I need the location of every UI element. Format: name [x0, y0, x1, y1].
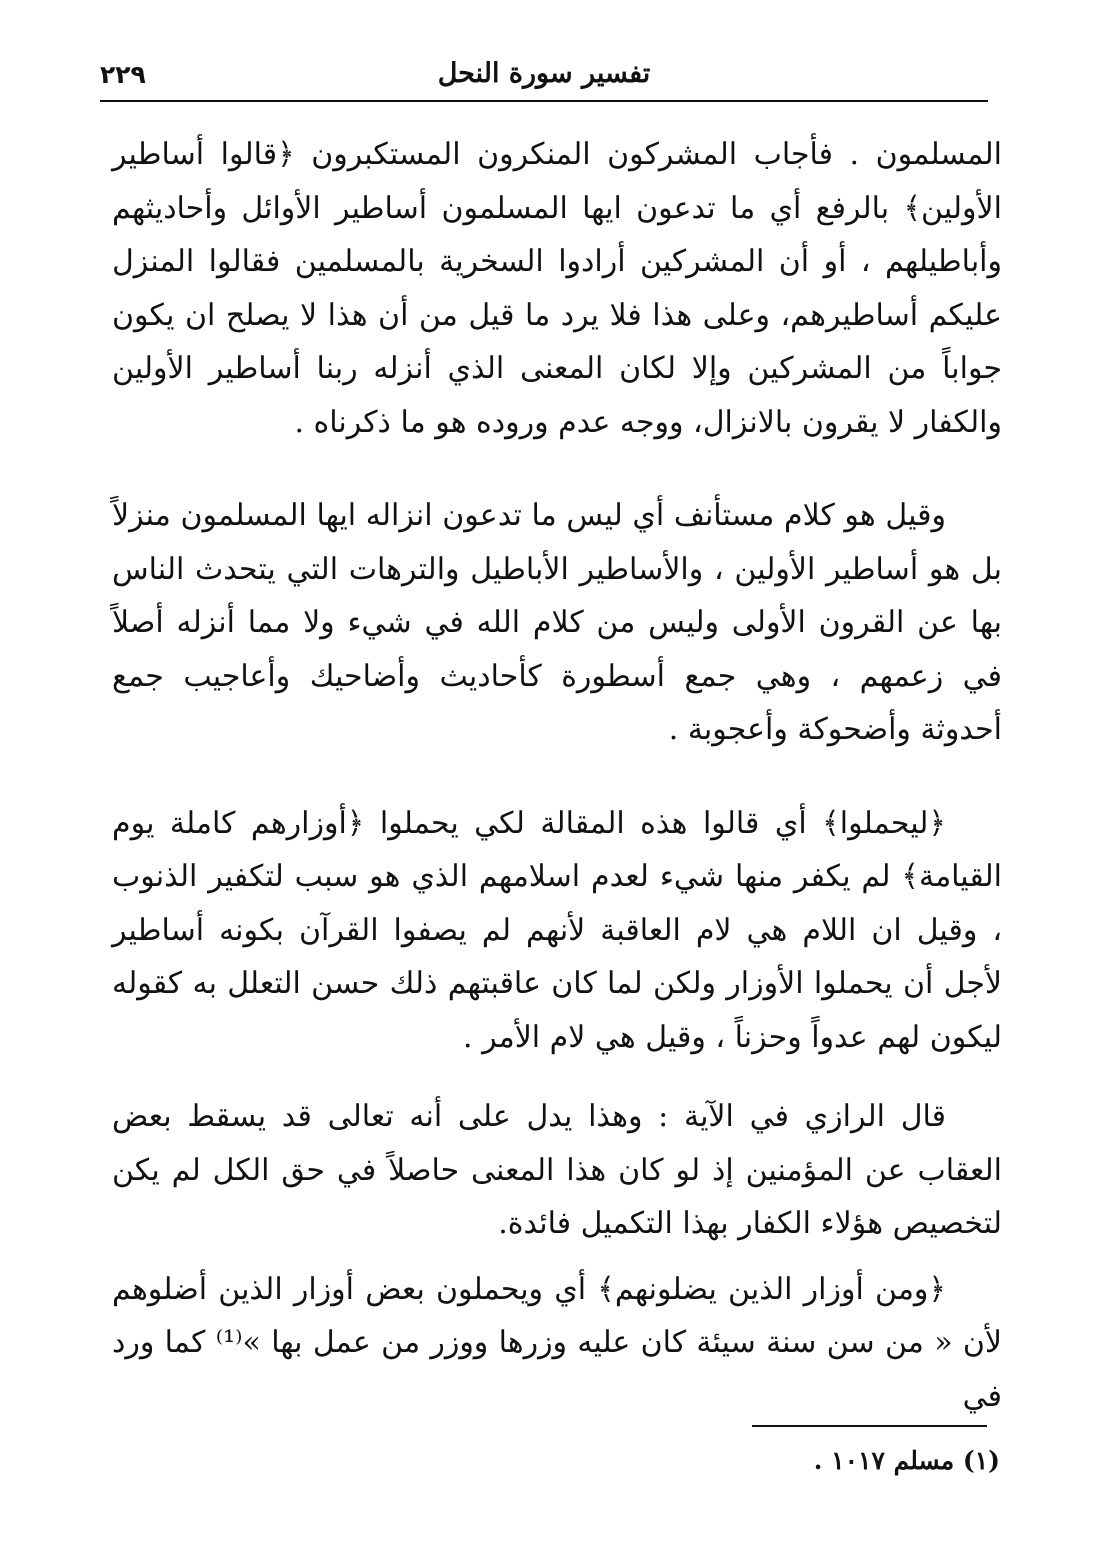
- paragraph-gap: [112, 757, 1002, 797]
- footnote-rule: [752, 1425, 987, 1427]
- footnote: (١) مسلم ١٠١٧ .: [813, 1446, 1000, 1475]
- paragraph-1: المسلمون . فأجاب المشركون المنكرون المستكبرون ﴿قالوا أساطير الأولين﴾ بالرفع أي ما تدعون ايها المسلمون أساطير الأوائل وأحاديثهم وأباطيلهم ، أو أن المشركين أرادوا السخرية بالمسلمين فقالوا المنزل عليكم أساطيرهم، وعلى هذا فلا يرد ما قيل من أن هذا لا يصلح ان يكون جواباً من المشركين وإلا لكان المعنى الذي أنزله ربنا أساطير الأولين والكفار لا يقرون بالانزال، ووجه عدم وروده هو ما ذكرناه .: [112, 137, 1002, 440]
- paragraph-gap: [112, 1251, 1002, 1263]
- paragraph-3: ﴿ليحملوا﴾ أي قالوا هذه المقالة لكي يحملوا ﴿أوزارهم كاملة يوم القيامة﴾ لم يكفر منها شيء لعدم اسلامهم الذي هو سبب لتكفير الذنوب ، وقيل ان اللام هي لام العاقبة لأنهم لم يصفوا القرآن بكونه أساطير لأجل أن يحملوا الأوزار ولكن لما كان عاقبتهم ذلك حسن التعلل به كقوله ليكون لهم عدواً وحزناً ، وقيل هي لام الأمر .: [112, 805, 1002, 1055]
- paragraph-5: ﴿ومن أوزار الذين يضلونهم﴾ أي ويحملون بعض أوزار الذين أضلوهم لأن « من سن سنة سيئة كان عليه وزرها ووزر من عمل بها »⁽¹⁾ كما ورد في: [112, 1271, 1003, 1414]
- page-body: [112, 128, 1002, 1423]
- page-number: ٢٢٩: [100, 60, 146, 89]
- paragraph-gap: [112, 1064, 1002, 1090]
- paragraph-4: قال الرازي في الآية : وهذا يدل على أنه تعالى قد يسقط بعض العقاب عن المؤمنين إذ لو كان هذا المعنى حاصلاً في حق الكل لم يكن لتخصيص هؤلاء الكفار بهذا التكميل فائدة.: [112, 1099, 1002, 1241]
- paragraph-2: وقيل هو كلام مستأنف أي ليس ما تدعون انزاله ايها المسلمون منزلاً بل هو أساطير الأولين ، والأساطير الأباطيل والترهات التي يتحدث الناس بها عن القرون الأولى وليس من كلام الله في شيء ولا مما أنزله أصلاً في زعمهم ، وهي جمع أسطورة كأحاديث وأضاحيك وأعاجيب جمع أحدوثة وأضحوكة وأعجوبة .: [112, 498, 1002, 747]
- running-title: تفسير سورة النحل: [437, 58, 651, 89]
- page-header: [100, 58, 988, 102]
- header-rule: [100, 100, 988, 102]
- paragraph-gap: [112, 449, 1002, 489]
